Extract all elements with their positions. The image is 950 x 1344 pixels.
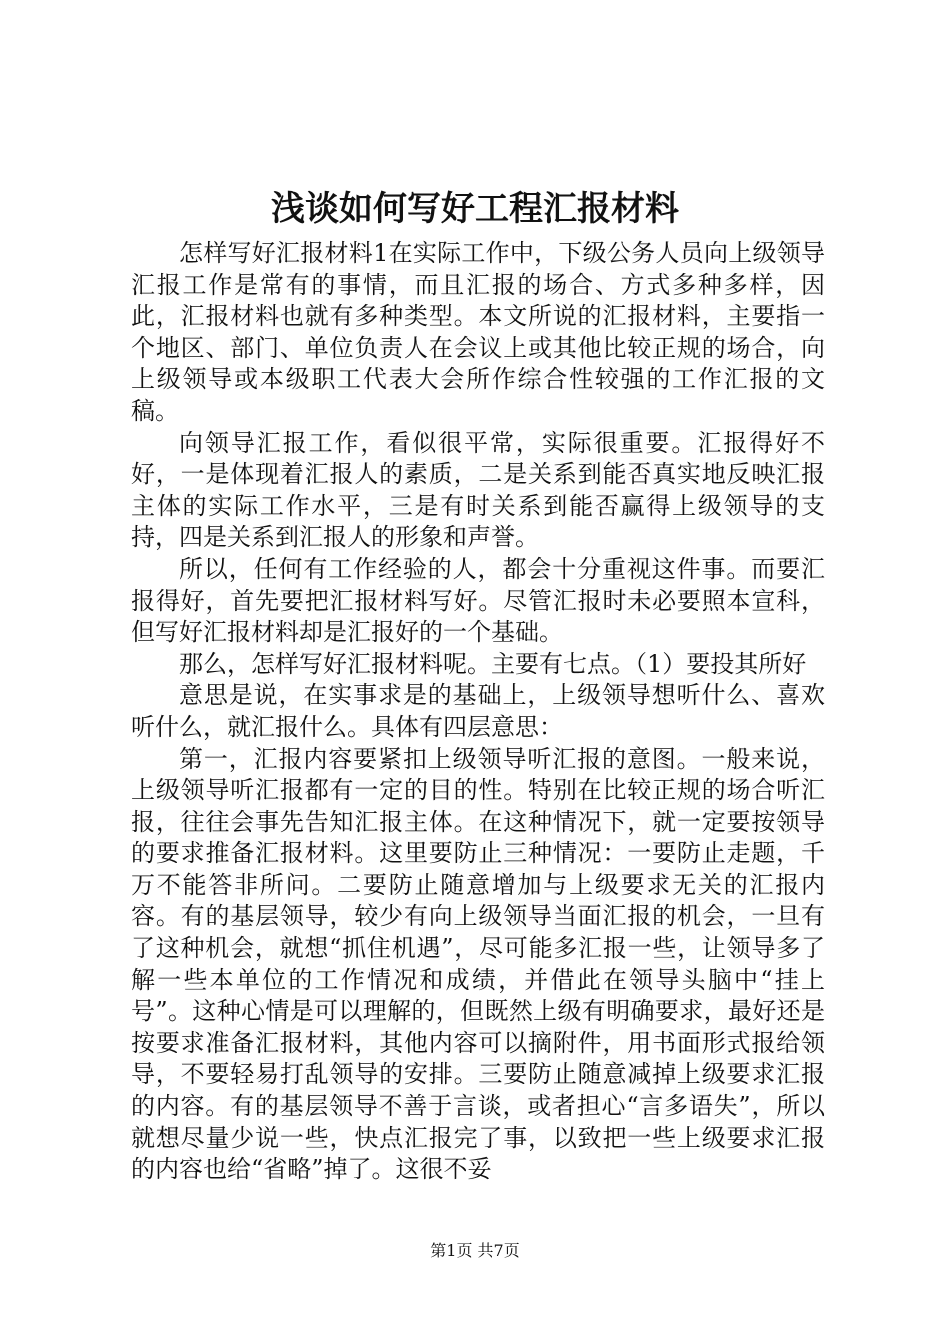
document-body	[131, 238, 825, 1186]
page-footer: 第1页 共7页	[430, 1241, 520, 1260]
paragraph: 那么，怎样写好汇报材料呢。主要有七点。（1）要投其所好	[179, 649, 807, 678]
paragraph: 怎样写好汇报材料1在实际工作中，下级公务人员向上级领导汇报工作是常有的事情，而且汇报的场合、方式多种多样，因此，汇报材料也就有多种类型。本文所说的汇报材料，主要指一个地区、部门、单位负责人在会议上或其他比较正规的场合，向上级领导或本级职工代表大会所作综合性较强的工作汇报的文稿。	[131, 239, 825, 425]
paragraph: 意思是说，在实事求是的基础上，上级领导想听什么、喜欢听什么，就汇报什么。具体有四层意思：	[131, 681, 825, 741]
paragraph: 所以，任何有工作经验的人，都会十分重视这件事。而要汇报得好，首先要把汇报材料写好。尽管汇报时未必要照本宣科，但写好汇报材料却是汇报好的一个基础。	[131, 554, 825, 647]
document-title: 浅谈如何写好工程汇报材料	[271, 189, 679, 229]
paragraph: 第一，汇报内容要紧扣上级领导听汇报的意图。一般来说，上级领导听汇报都有一定的目的性。特别在比较正规的场合听汇报，往往会事先告知汇报主体。在这种情况下，就一定要按领导的要求推备汇报材料。这里要防止三种情况：一要防止走题，千万不能答非所问。二要防止随意增加与上级要求无关的汇报内容。有的基层领导，较少有向上级领导当面汇报的机会，一旦有了这种机会，就想“抓住机遇”，尽可能多汇报一些，让领导多了解一些本单位的工作情况和成绩，并借此在领导头脑中“挂上号”。这种心情是可以理解的，但既然上级有明确要求，最好还是按要求准备汇报材料，其他内容可以摘附件，用书面形式报给领导，不要轻易打乱领导的安排。三要防止随意减掉上级要求汇报的内容。有的基层领导不善于言谈，或者担心“言多语失”，所以就想尽量少说一些，快点汇报完了事，以致把一些上级要求汇报的内容也给“省略”掉了。这很不妥	[131, 744, 825, 1184]
paragraph: 向领导汇报工作，看似很平常，实际很重要。汇报得好不好，一是体现着汇报人的素质，二是关系到能否真实地反映汇报主体的实际工作水平，三是有时关系到能否赢得上级领导的支持，四是关系到汇报人的形象和声誉。	[131, 428, 825, 552]
